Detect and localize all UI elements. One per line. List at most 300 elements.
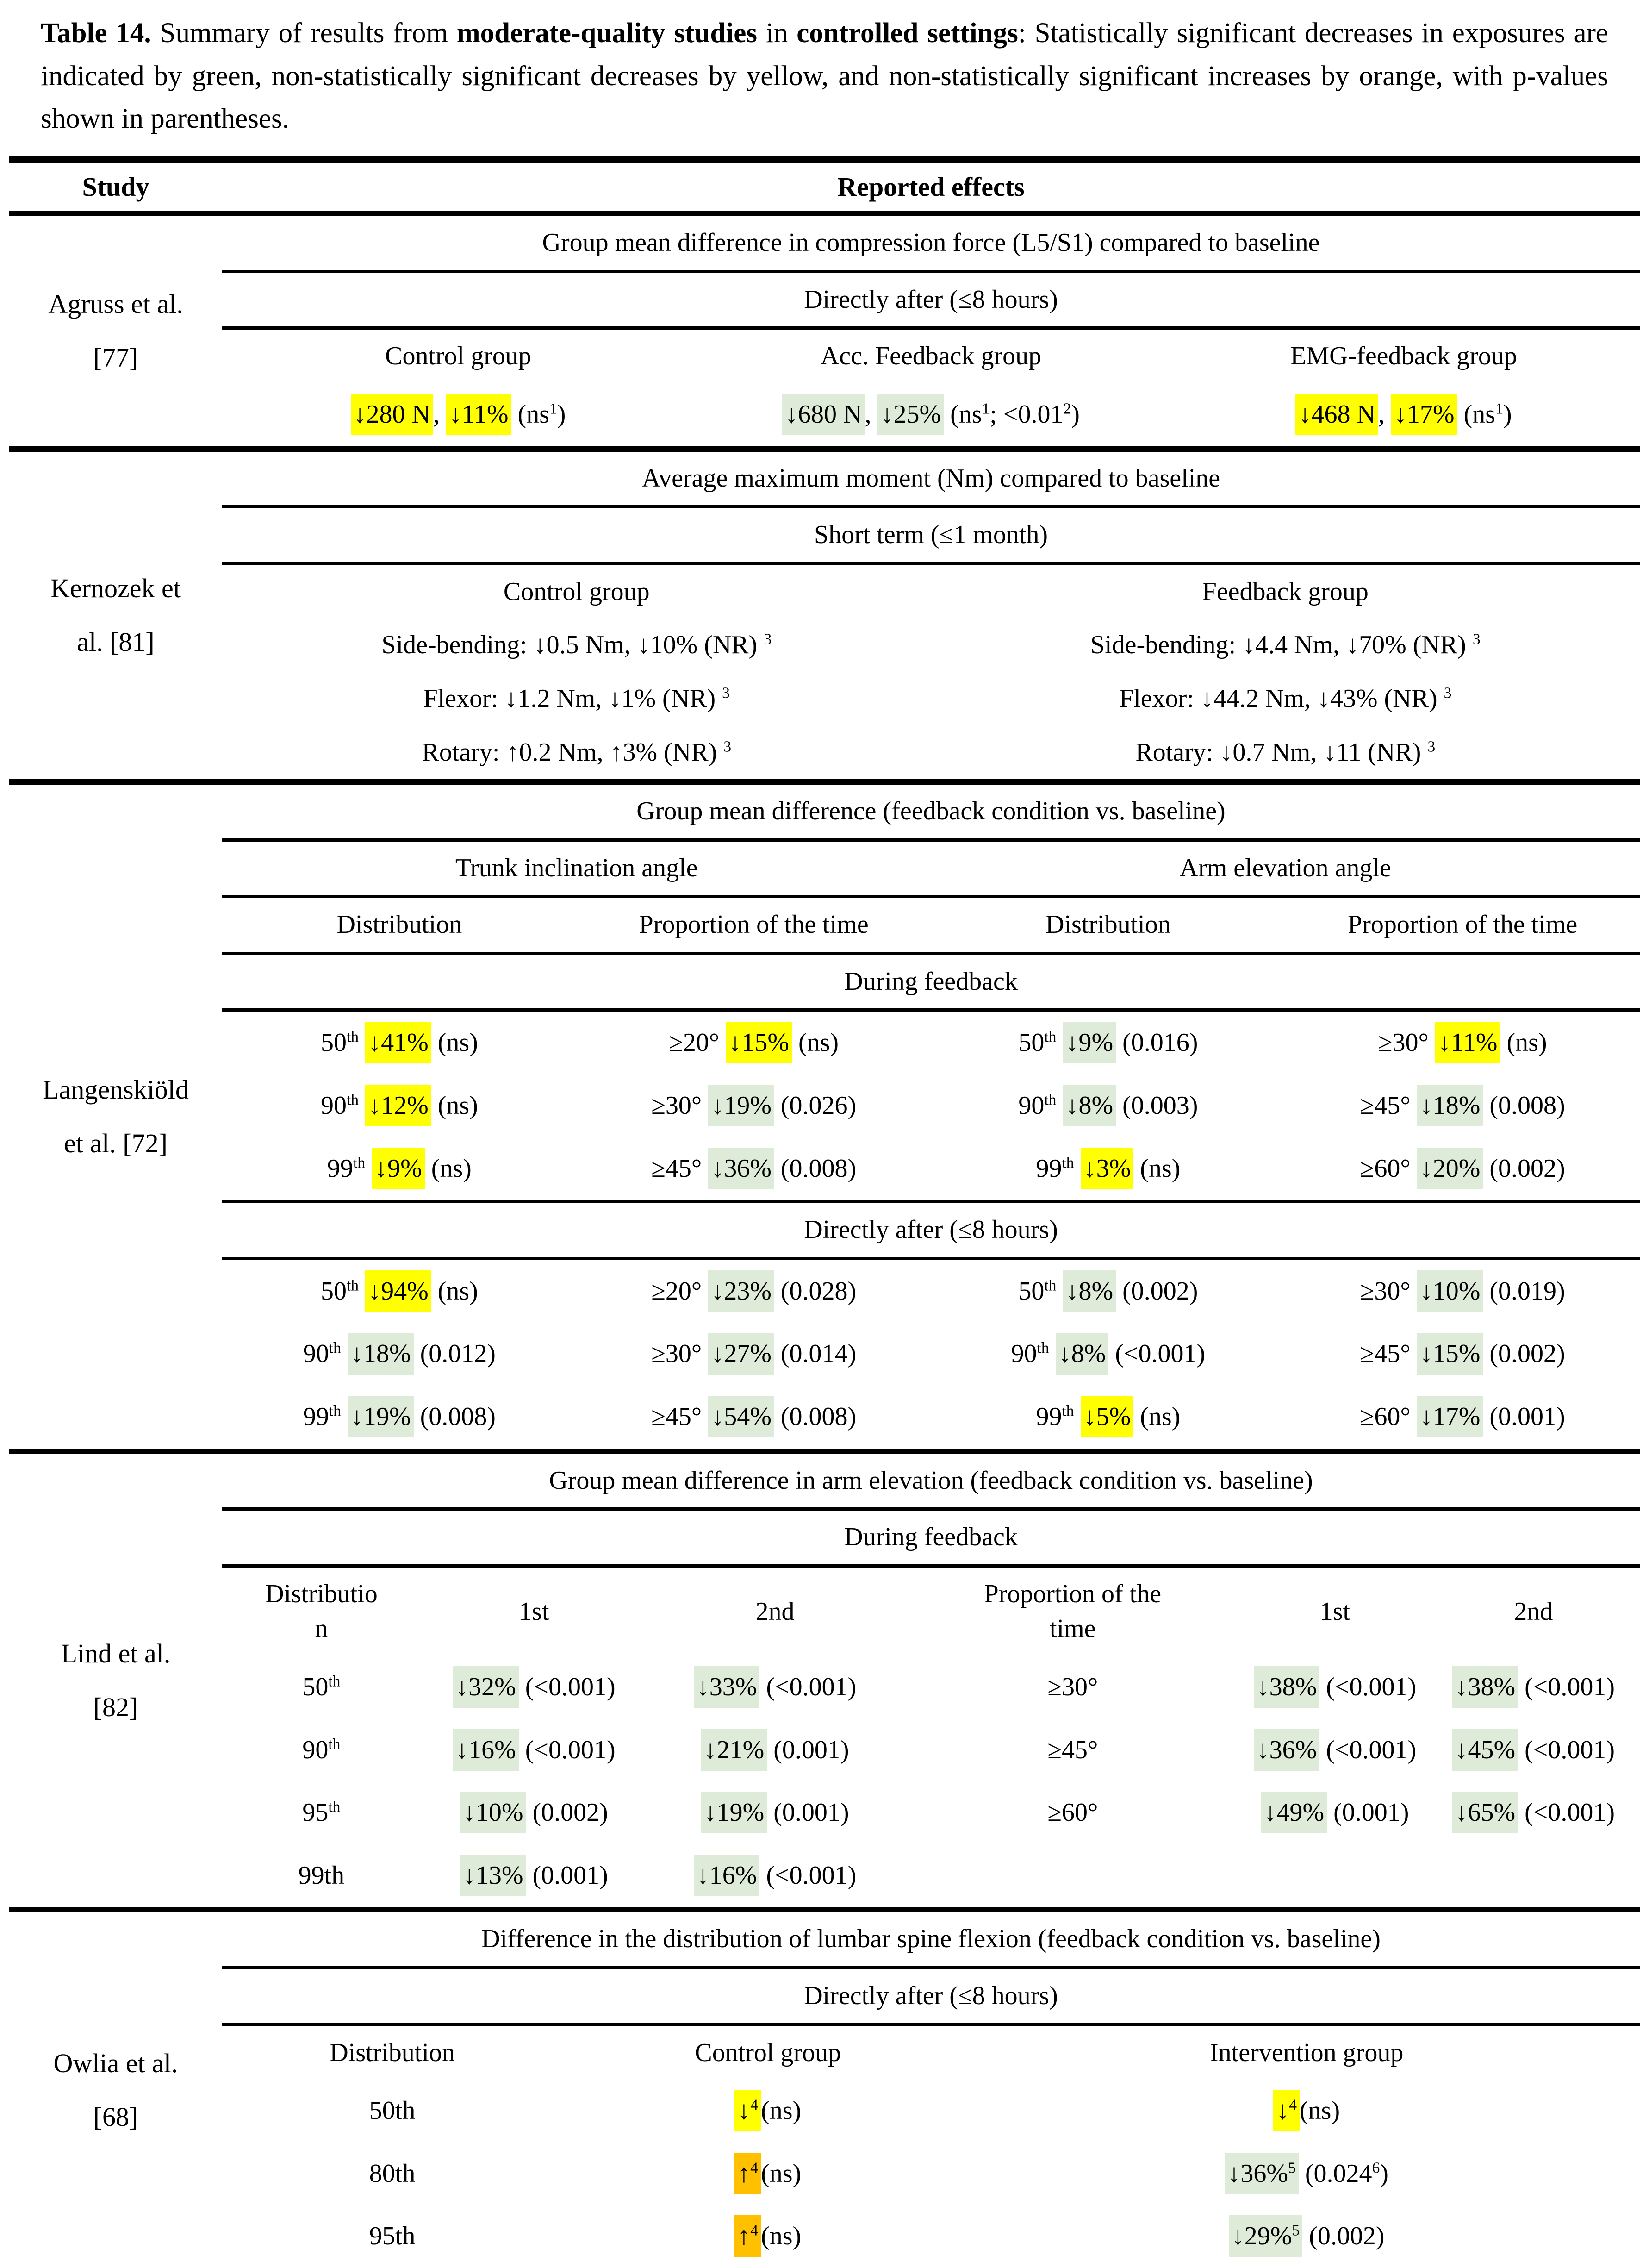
- highlight-green: ↓23%: [708, 1270, 774, 1312]
- angle-header-row: [222, 842, 1640, 899]
- data-row: [222, 1844, 1640, 1907]
- cell: [222, 383, 694, 446]
- subheader-outcome: Group mean difference (feedback condition vs. baseline): [222, 785, 1640, 842]
- highlight-green: ↓8%: [1063, 1085, 1116, 1126]
- text-segment: (0.012): [413, 1339, 496, 1368]
- cell: [562, 2205, 973, 2268]
- text-segment: 90th: [303, 1339, 341, 1368]
- text-segment: Side-bending: ↓0.5 Nm, ↓10% (NR) $^3$: [381, 631, 772, 660]
- text-segment: Arm elevation angle: [1179, 853, 1391, 882]
- cell: [1285, 1137, 1640, 1200]
- study-label: [9, 1912, 222, 2268]
- text-segment: ≥60°: [1047, 1798, 1098, 1827]
- text-segment: 50th: [1018, 1276, 1057, 1306]
- text-segment: (0.002): [1483, 1154, 1565, 1183]
- data-row: [222, 1075, 1640, 1137]
- study-label-line: [77]: [93, 343, 138, 373]
- cell: [577, 898, 931, 952]
- cell: [421, 1844, 647, 1907]
- text-segment: ≥20°: [651, 1276, 709, 1306]
- subheader-timing: Directly after (≤8 hours): [222, 1203, 1640, 1260]
- text-segment: Distribution: [1045, 910, 1171, 939]
- cell: [694, 383, 1168, 446]
- highlight-green: ↓19%: [708, 1085, 774, 1126]
- text-segment: ≥60°: [1360, 1402, 1417, 1431]
- text-segment: (<0.001): [1108, 1339, 1206, 1368]
- text-segment: 1st: [1319, 1597, 1350, 1626]
- text-segment: 50th: [320, 1028, 359, 1057]
- text-segment: (0.008): [774, 1154, 857, 1183]
- subheader-timing: Directly after (≤8 hours): [222, 273, 1640, 330]
- cell: [222, 1012, 577, 1075]
- cell: [647, 1585, 902, 1639]
- data-row: [222, 2205, 1640, 2268]
- text-segment: Distribution: [330, 2038, 455, 2067]
- study-column-header: Study: [82, 172, 149, 202]
- text-segment: 50th: [320, 1276, 359, 1306]
- text-segment: 90th: [1011, 1339, 1049, 1368]
- cell: [577, 1260, 931, 1323]
- text-segment: (ns): [431, 1091, 478, 1120]
- text-segment: (0.001): [1327, 1798, 1409, 1827]
- cell: [1285, 1012, 1640, 1075]
- group-header-row: [222, 565, 1640, 619]
- data-row: [222, 1012, 1640, 1075]
- data-row: [222, 619, 1640, 672]
- subheader-timing: Short term (≤1 month): [222, 508, 1640, 565]
- cell: [421, 1656, 647, 1719]
- cell: [931, 619, 1640, 672]
- highlight-green: ↓9%: [1063, 1022, 1116, 1063]
- text-segment: ≥30°: [651, 1091, 709, 1120]
- cell: [577, 1323, 931, 1386]
- highlight-yellow: ↓17%: [1391, 394, 1457, 435]
- highlight-green: ↓8%: [1056, 1333, 1109, 1375]
- cell: [1285, 1075, 1640, 1137]
- text-segment: Rotary: ↑0.2 Nm, ↑3% (NR) $^3$: [422, 737, 731, 767]
- highlight-green: ↓65%: [1452, 1792, 1518, 1833]
- highlight-orange: ↑$^4$: [734, 2153, 761, 2194]
- text-segment: (ns): [431, 1276, 478, 1306]
- data-row: [222, 672, 1640, 726]
- text-segment: Side-bending: ↓4.4 Nm, ↓70% (NR) $^3$: [1090, 631, 1481, 660]
- text-segment: EMG-feedback group: [1290, 342, 1517, 371]
- highlight-green: ↓18%: [348, 1333, 414, 1375]
- cell: [902, 1862, 1243, 1890]
- section-lind: [9, 1454, 1640, 1913]
- cell: [222, 672, 931, 726]
- highlight-yellow: ↓3%: [1081, 1148, 1134, 1189]
- highlight-green: ↓49%: [1261, 1792, 1327, 1833]
- highlight-green: ↓20%: [1417, 1148, 1483, 1189]
- cell: [1427, 1585, 1640, 1639]
- study-label: [9, 785, 222, 1449]
- highlight-green: ↓19%: [701, 1792, 767, 1833]
- study-label-line: al. [81]: [77, 627, 155, 657]
- study-label-line: Kernozek et: [50, 573, 181, 604]
- highlight-yellow: ↓11%: [446, 394, 511, 435]
- text-segment: ≥30°: [1047, 1673, 1098, 1701]
- cell: [577, 1012, 931, 1075]
- data-row: [222, 2080, 1640, 2143]
- study-label-line: Lind et al.: [61, 1638, 171, 1668]
- text-segment: Trunk inclination angle: [455, 853, 698, 882]
- study-label: [9, 216, 222, 446]
- cell: [222, 1719, 421, 1782]
- text-segment: Feedback group: [1202, 577, 1369, 606]
- text-segment: (<0.001): [1518, 1735, 1615, 1764]
- cell: [222, 898, 577, 952]
- cell: [1427, 1656, 1640, 1719]
- text-segment: 90th: [302, 1735, 341, 1764]
- cell: [222, 1075, 577, 1137]
- data-row: [222, 2143, 1640, 2206]
- cell: [1427, 1781, 1640, 1844]
- highlight-yellow: ↓94%: [365, 1270, 431, 1312]
- data-row: [222, 1137, 1640, 1204]
- highlight-green: ↓36%: [1254, 1729, 1320, 1771]
- measure-header-row: [222, 1568, 1640, 1656]
- cell: [1285, 898, 1640, 952]
- table-body: [9, 216, 1640, 2268]
- text-segment: (0.014): [774, 1339, 857, 1368]
- cell: [222, 2205, 562, 2268]
- section-rows: [222, 1912, 1640, 2268]
- cell: [973, 2026, 1640, 2080]
- subheader-outcome: Group mean difference in arm elevation (feedback condition vs. baseline): [222, 1454, 1640, 1511]
- cell: [562, 2026, 973, 2080]
- cell: [931, 842, 1640, 895]
- highlight-green: ↓36%$^5$: [1225, 2153, 1298, 2194]
- text-segment: 50th: [369, 2096, 416, 2125]
- cell: [931, 1075, 1286, 1137]
- table-header-row: [9, 156, 1640, 216]
- text-segment: 99th: [1036, 1154, 1074, 1183]
- highlight-green: ↓16%: [453, 1729, 519, 1771]
- cell: [1427, 1862, 1640, 1890]
- text-segment: (0.001): [1483, 1402, 1565, 1431]
- cell: [562, 2143, 973, 2206]
- text-segment: : Statistically significant decreases in exposures are indicated by green, non-statistically significant decreases by yellow, and non-statistically significant increases by orange, with p-values shown in parentheses.: [41, 18, 1608, 135]
- cell: [902, 1719, 1243, 1782]
- study-label-line: et al. [72]: [64, 1128, 168, 1158]
- text-segment: ≥30°: [651, 1339, 709, 1368]
- cell: [931, 565, 1640, 619]
- highlight-yellow: ↓11%: [1435, 1022, 1500, 1063]
- text-segment: (0.028): [774, 1276, 857, 1306]
- cell: [1243, 1862, 1427, 1890]
- text-segment: 99th: [1036, 1402, 1074, 1431]
- section-agruss: [9, 216, 1640, 451]
- data-row: [222, 1781, 1640, 1844]
- cell: [902, 1656, 1243, 1719]
- highlight-yellow: ↓$^4$: [734, 2090, 761, 2131]
- cell: [222, 1137, 577, 1200]
- text-segment: $(ns^1)$: [511, 400, 566, 429]
- section-rows: [222, 1454, 1640, 1907]
- cell: [931, 672, 1640, 726]
- highlight-orange: ↑$^4$: [734, 2215, 761, 2257]
- text-segment: (<0.001): [518, 1735, 616, 1764]
- highlight-green: ↓10%: [1417, 1270, 1483, 1312]
- highlight-yellow: ↓468 N: [1295, 394, 1378, 435]
- cell: [931, 1260, 1286, 1323]
- highlight-green: ↓680 N: [782, 394, 865, 435]
- cell: [1243, 1656, 1427, 1719]
- highlight-green: ↓29%$^5$: [1229, 2215, 1302, 2257]
- cell: [222, 1568, 421, 1656]
- highlight-green: ↓25%: [877, 394, 944, 435]
- cell: [222, 2080, 562, 2143]
- section-rows: [222, 452, 1640, 780]
- highlight-green: ↓10%: [460, 1792, 526, 1833]
- highlight-green: ↓15%: [1417, 1333, 1483, 1375]
- text-segment: (0.003): [1116, 1091, 1198, 1120]
- measure-header-row: [222, 898, 1640, 955]
- text-segment: Proportion of the time: [984, 1579, 1162, 1643]
- highlight-yellow: ↓9%: [372, 1148, 425, 1189]
- cell: [1168, 330, 1640, 383]
- text-segment: 99th: [327, 1154, 366, 1183]
- highlight-green: ↓21%: [701, 1729, 767, 1771]
- text-segment: (0.026): [774, 1091, 857, 1120]
- text-segment: moderate-quality studies: [456, 18, 758, 49]
- text-segment: ≥45°: [651, 1402, 709, 1431]
- cell: [222, 726, 931, 780]
- cell: [562, 2080, 973, 2143]
- data-row: [222, 1323, 1640, 1386]
- cell: [222, 2143, 562, 2206]
- cell: [694, 330, 1168, 383]
- highlight-green: ↓8%: [1063, 1270, 1116, 1312]
- highlight-green: ↓33%: [694, 1666, 760, 1708]
- text-segment: (0.002): [1302, 2222, 1385, 2251]
- group-header-row: [222, 2026, 1640, 2080]
- text-segment: (ns): [1133, 1402, 1181, 1431]
- text-segment: ≥30°: [1378, 1028, 1435, 1057]
- cell: [931, 898, 1286, 952]
- cell: [222, 1323, 577, 1386]
- subheader-outcome: Average maximum moment (Nm) compared to baseline: [222, 452, 1640, 509]
- highlight-green: ↓16%: [694, 1855, 760, 1896]
- highlight-yellow: ↓15%: [726, 1022, 792, 1063]
- highlight-green: ↓38%: [1254, 1666, 1320, 1708]
- subheader-timing: During feedback: [222, 1511, 1640, 1568]
- text-segment: (0.002): [526, 1798, 608, 1827]
- cell: [1285, 1260, 1640, 1323]
- text-segment: (<0.001): [518, 1673, 616, 1701]
- text-segment: ≥45°: [651, 1154, 709, 1183]
- text-segment: $(ns^1)$: [1457, 400, 1512, 429]
- text-segment: 2nd: [755, 1597, 795, 1626]
- highlight-yellow: ↓5%: [1081, 1396, 1134, 1437]
- study-label-line: Langenskiöld: [43, 1074, 189, 1105]
- text-segment: (0.019): [1483, 1276, 1565, 1306]
- cell: [222, 1656, 421, 1719]
- data-row: [222, 1260, 1640, 1323]
- cell: [902, 1568, 1243, 1656]
- data-row: [222, 383, 1640, 446]
- cell: [931, 726, 1640, 780]
- cell: [647, 1781, 902, 1844]
- text-segment: Distributio n: [265, 1579, 378, 1643]
- text-segment: Control group: [695, 2038, 841, 2067]
- subheader-timing: During feedback: [222, 955, 1640, 1012]
- text-segment: (0.008): [774, 1402, 857, 1431]
- text-segment: (ns): [761, 2096, 802, 2125]
- text-segment: Proportion of the time: [639, 910, 869, 939]
- text-segment: in: [757, 18, 797, 49]
- cell: [931, 1323, 1286, 1386]
- text-segment: Proportion of the time: [1348, 910, 1578, 939]
- text-segment: 90th: [320, 1091, 359, 1120]
- text-segment: (<0.001): [759, 1861, 857, 1890]
- section-rows: [222, 216, 1640, 446]
- data-row: [222, 726, 1640, 780]
- text-segment: ≥60°: [1360, 1154, 1417, 1183]
- cell: [973, 2205, 1640, 2268]
- study-label-line: Owlia et al.: [53, 2048, 178, 2079]
- cell: [222, 1386, 577, 1449]
- cell: [647, 1656, 902, 1719]
- subheader-outcome: Difference in the distribution of lumbar spine flexion (feedback condition vs. baseline): [222, 1912, 1640, 1969]
- text-segment: Distribution: [336, 910, 462, 939]
- cell: [1243, 1719, 1427, 1782]
- cell: [1427, 1719, 1640, 1782]
- data-row: [222, 1719, 1640, 1782]
- text-segment: Flexor: ↓44.2 Nm, ↓43% (NR) $^3$: [1119, 684, 1452, 713]
- table-caption: [0, 0, 1649, 156]
- text-segment: ≥20°: [669, 1028, 726, 1057]
- group-header-row: [222, 330, 1640, 383]
- cell: [421, 1781, 647, 1844]
- cell: [577, 1075, 931, 1137]
- cell: [222, 1781, 421, 1844]
- text-segment: (0.002): [1483, 1339, 1565, 1368]
- text-segment: (0.024$^6$): [1298, 2159, 1388, 2188]
- text-segment: controlled settings: [796, 18, 1018, 49]
- highlight-yellow: ↓41%: [365, 1022, 431, 1063]
- text-segment: Summary of results from: [160, 18, 457, 49]
- text-segment: (ns): [1300, 2096, 1340, 2125]
- highlight-yellow: ↓12%: [365, 1085, 431, 1126]
- highlight-green: ↓54%: [708, 1396, 774, 1437]
- text-segment: ≥30°: [1360, 1276, 1417, 1306]
- cell: [1285, 1386, 1640, 1449]
- text-segment: (<0.001): [1319, 1673, 1417, 1701]
- text-segment: Control group: [503, 577, 650, 606]
- text-segment: Acc. Feedback group: [820, 342, 1042, 371]
- text-segment: ≥45°: [1360, 1091, 1417, 1120]
- text-segment: (0.001): [526, 1861, 608, 1890]
- text-segment: 2nd: [1514, 1597, 1553, 1626]
- cell: [1285, 1323, 1640, 1386]
- highlight-green: ↓45%: [1452, 1729, 1518, 1771]
- text-segment: 1st: [519, 1597, 549, 1626]
- cell: [222, 2026, 562, 2080]
- study-label: [9, 452, 222, 780]
- highlight-green: ↓13%: [460, 1855, 526, 1896]
- text-segment: ,: [865, 400, 878, 429]
- cell: [577, 1137, 931, 1200]
- section-rows: [222, 785, 1640, 1449]
- text-segment: Intervention group: [1210, 2038, 1404, 2067]
- text-segment: (0.001): [767, 1798, 849, 1827]
- text-segment: 50th: [1018, 1028, 1057, 1057]
- text-segment: 80th: [369, 2159, 416, 2188]
- text-segment: Flexor: ↓1.2 Nm, ↓1% (NR) $^3$: [423, 684, 730, 713]
- text-segment: (<0.001): [1518, 1798, 1615, 1827]
- cell: [222, 619, 931, 672]
- section-langenskiold: [9, 785, 1640, 1454]
- text-segment: (0.008): [1483, 1091, 1565, 1120]
- highlight-green: ↓17%: [1417, 1396, 1483, 1437]
- highlight-green: ↓38%: [1452, 1666, 1518, 1708]
- cell: [222, 330, 694, 383]
- study-label: [9, 1454, 222, 1907]
- study-label-line: Agruss et al.: [48, 289, 183, 319]
- text-segment: ($ns^1$; $<0.01^2$): [944, 400, 1080, 429]
- text-segment: (<0.001): [1319, 1735, 1417, 1764]
- text-segment: (ns): [761, 2222, 802, 2251]
- highlight-green: ↓18%: [1417, 1085, 1483, 1126]
- highlight-green: ↓36%: [708, 1148, 774, 1189]
- cell: [973, 2143, 1640, 2206]
- text-segment: ≥45°: [1047, 1735, 1098, 1764]
- highlight-green: ↓32%: [453, 1666, 519, 1708]
- text-segment: (<0.001): [759, 1673, 857, 1701]
- text-segment: (ns): [424, 1154, 472, 1183]
- text-segment: (0.008): [413, 1402, 496, 1431]
- text-segment: (ns): [1133, 1154, 1181, 1183]
- text-segment: Table 14.: [41, 18, 160, 49]
- cell: [222, 842, 931, 895]
- highlight-yellow: ↓280 N: [351, 394, 433, 435]
- cell: [1168, 383, 1640, 446]
- text-segment: 99th: [303, 1402, 341, 1431]
- highlight-green: ↓27%: [708, 1333, 774, 1375]
- cell: [931, 1137, 1286, 1200]
- text-segment: ≥45°: [1360, 1339, 1417, 1368]
- text-segment: (ns): [791, 1028, 839, 1057]
- cell: [222, 565, 931, 619]
- data-row: [222, 1386, 1640, 1449]
- text-segment: (ns): [431, 1028, 478, 1057]
- data-row: [222, 1656, 1640, 1719]
- cell: [902, 1781, 1243, 1844]
- text-segment: 90th: [1018, 1091, 1057, 1120]
- study-label-line: [68]: [93, 2102, 138, 2132]
- cell: [1243, 1781, 1427, 1844]
- results-table: [9, 156, 1640, 2268]
- text-segment: 95th: [302, 1798, 341, 1827]
- cell: [1243, 1585, 1427, 1639]
- subheader-outcome: Group mean difference in compression force (L5/S1) compared to baseline: [222, 216, 1640, 273]
- text-segment: (0.001): [767, 1735, 849, 1764]
- text-segment: (0.002): [1116, 1276, 1198, 1306]
- cell: [577, 1386, 931, 1449]
- cell: [421, 1585, 647, 1639]
- subheader-timing: Directly after (≤8 hours): [222, 1969, 1640, 2026]
- text-segment: Control group: [385, 342, 531, 371]
- highlight-green: ↓19%: [348, 1396, 414, 1437]
- text-segment: Rotary: ↓0.7 Nm, ↓11 (NR) $^3$: [1135, 737, 1436, 767]
- section-owlia: [9, 1912, 1640, 2268]
- text-segment: ,: [1378, 400, 1391, 429]
- text-segment: (0.016): [1116, 1028, 1198, 1057]
- effects-column-header: Reported effects: [837, 172, 1025, 202]
- text-segment: 95th: [369, 2222, 416, 2251]
